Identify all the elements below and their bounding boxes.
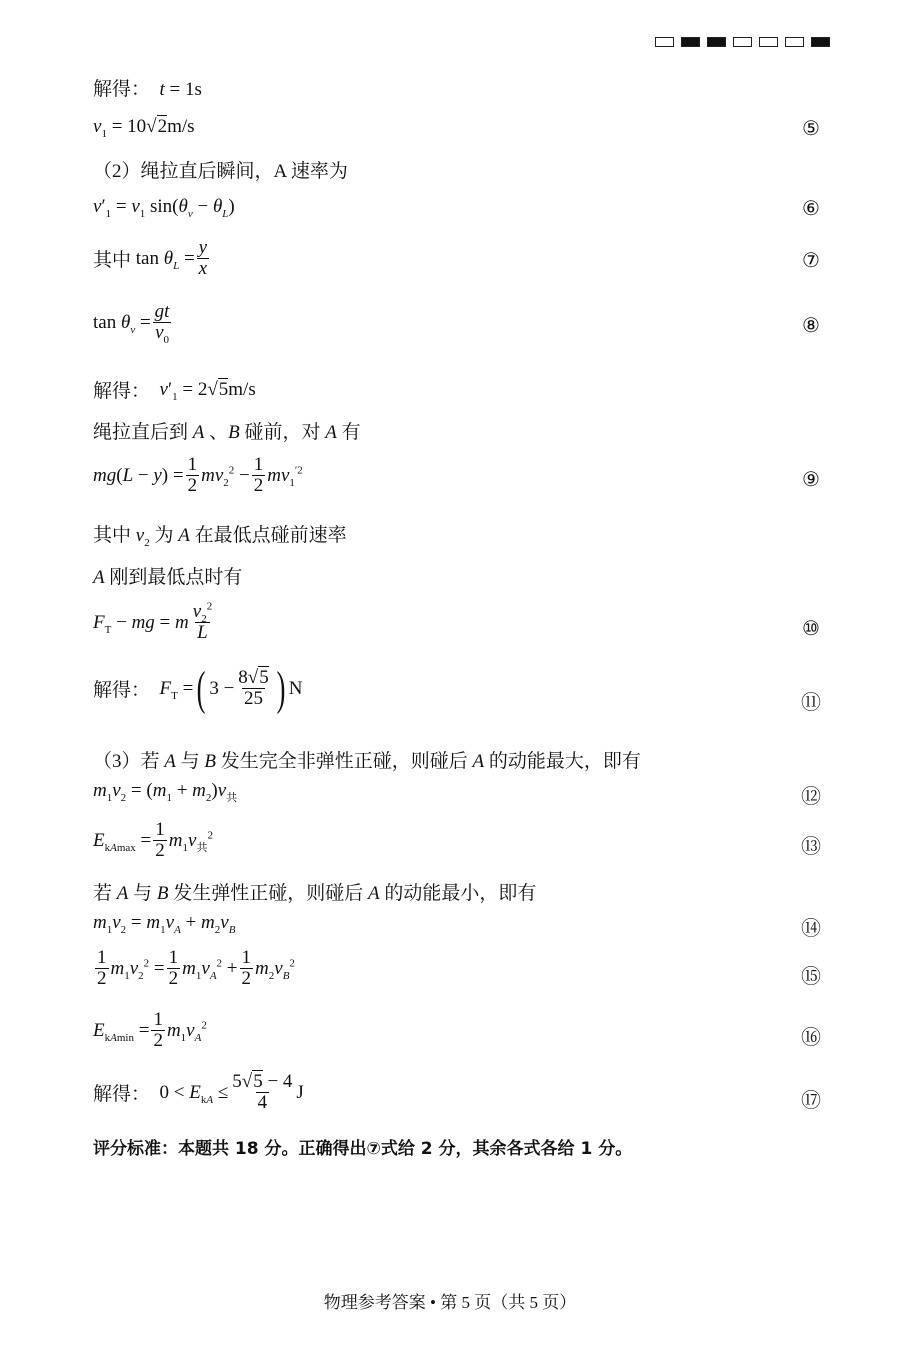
text-line: （3）若 A 与 B 发生完全非弹性正碰，则碰后 A 的动能最大，即有 <box>93 751 641 772</box>
equation-number: ⑦ <box>802 250 820 272</box>
header-mark-empty <box>759 37 778 47</box>
line-prefix: 解得： <box>93 1084 151 1106</box>
equation-tan-theta-L: 其中 $\tan \theta_L$ = $\frac{y}{x}$ <box>93 237 208 279</box>
header-mark-filled <box>811 37 830 47</box>
equation-momentum-elastic: $m_1v_2 = m_1v_A + m_2v_B$ <box>93 912 236 936</box>
header-mark-empty <box>733 37 752 47</box>
scoring-standard: 评分标准：本题共 18 分。正确得出⑦式给 2 分，其余各式各给 1 分。 <box>93 1139 633 1159</box>
header-mark-filled <box>681 37 700 47</box>
header-marks <box>655 37 830 47</box>
equation-ek-min: $E_{kAmin}$ = $\frac{1}{2}$ $m_1v_A^2$ <box>93 1009 207 1051</box>
equation-ek-max: $E_{kAmax}$ = $\frac{1}{2}$ $m_1v_共^2$ <box>93 819 213 861</box>
solution-line-t: 解得： t = 1s <box>93 79 202 100</box>
line-prefix: 解得： <box>93 680 151 702</box>
text-line: 绳拉直后到 A 、B 碰前，对 A 有 <box>93 422 361 443</box>
text-line: （2）绳拉直后瞬间，A 速率为 <box>93 161 348 182</box>
equation-number: ⑥ <box>802 198 820 220</box>
equation-energy-elastic: $\frac{1}{2}$ $m_1v_2^2$ = $\frac{1}{2}$ $m_1v_A^2$ + $\frac{1}{2}$ $m_2v_B^2$ <box>97 947 295 989</box>
header-mark-empty <box>785 37 804 47</box>
text-line: 其中 $v_2$ 为 A 在最低点碰前速率 <box>93 525 347 549</box>
equation-energy: mg(L − y) = $\frac{1}{2}$ $mv_2^2$ − $\frac{1}{2}$ $mv_1^{'2}$ <box>93 454 303 496</box>
solution-line-v1-prime: 解得： $v'_1 = 2√5m/s$ <box>93 376 256 403</box>
text-line: A 刚到最低点时有 <box>93 567 243 588</box>
equation-number: ⑰ <box>801 1090 821 1112</box>
equation-number: ⑬ <box>801 836 821 858</box>
equation-number: ⑤ <box>802 118 820 140</box>
equation-number: ⑫ <box>801 786 821 808</box>
equation-v1-prime: $v'_1 = v_1$ $\sin(\theta_v - \theta_L)$ <box>93 196 235 220</box>
text-line: 若 A 与 B 发生弹性正碰，则碰后 A 的动能最小，即有 <box>93 883 537 904</box>
equation-number: ⑪ <box>801 692 821 714</box>
equation-tan-theta-v: $\tan \theta_v$ = $\frac{gt}{v_0}$ <box>93 301 170 346</box>
equation-momentum-inelastic: $m_1v_2 = (m_1 + m_2)v_共$ <box>93 780 238 804</box>
page-footer: 物理参考答案 • 第 5 页（共 5 页） <box>323 1293 577 1312</box>
line-prefix: 其中 <box>93 250 132 272</box>
line-prefix: 解得： <box>93 381 151 402</box>
equation-number: ⑩ <box>802 618 820 640</box>
equation-number: ⑨ <box>802 469 820 491</box>
equation-v1: $v_1 = 10√2m/s$ <box>93 116 195 140</box>
equation-number: ⑯ <box>801 1027 821 1049</box>
header-mark-empty <box>655 37 674 47</box>
equation-number: ⑭ <box>801 918 821 940</box>
solution-line-ek-range: 解得： $0 < E_{kA}$ ≤ $\frac{5√5 - 4}{4}$ J <box>93 1071 304 1113</box>
equation-tension: $F_T$ − mg = m $\frac{v_2^2}{L}$ <box>93 600 213 643</box>
equation-number: ⑮ <box>801 966 821 988</box>
equation-number: ⑧ <box>802 315 820 337</box>
solution-line-tension: 解得： $F_T$ = ( 3 − $\frac{8√5}{25}$ ) N <box>93 661 303 715</box>
header-mark-filled <box>707 37 726 47</box>
